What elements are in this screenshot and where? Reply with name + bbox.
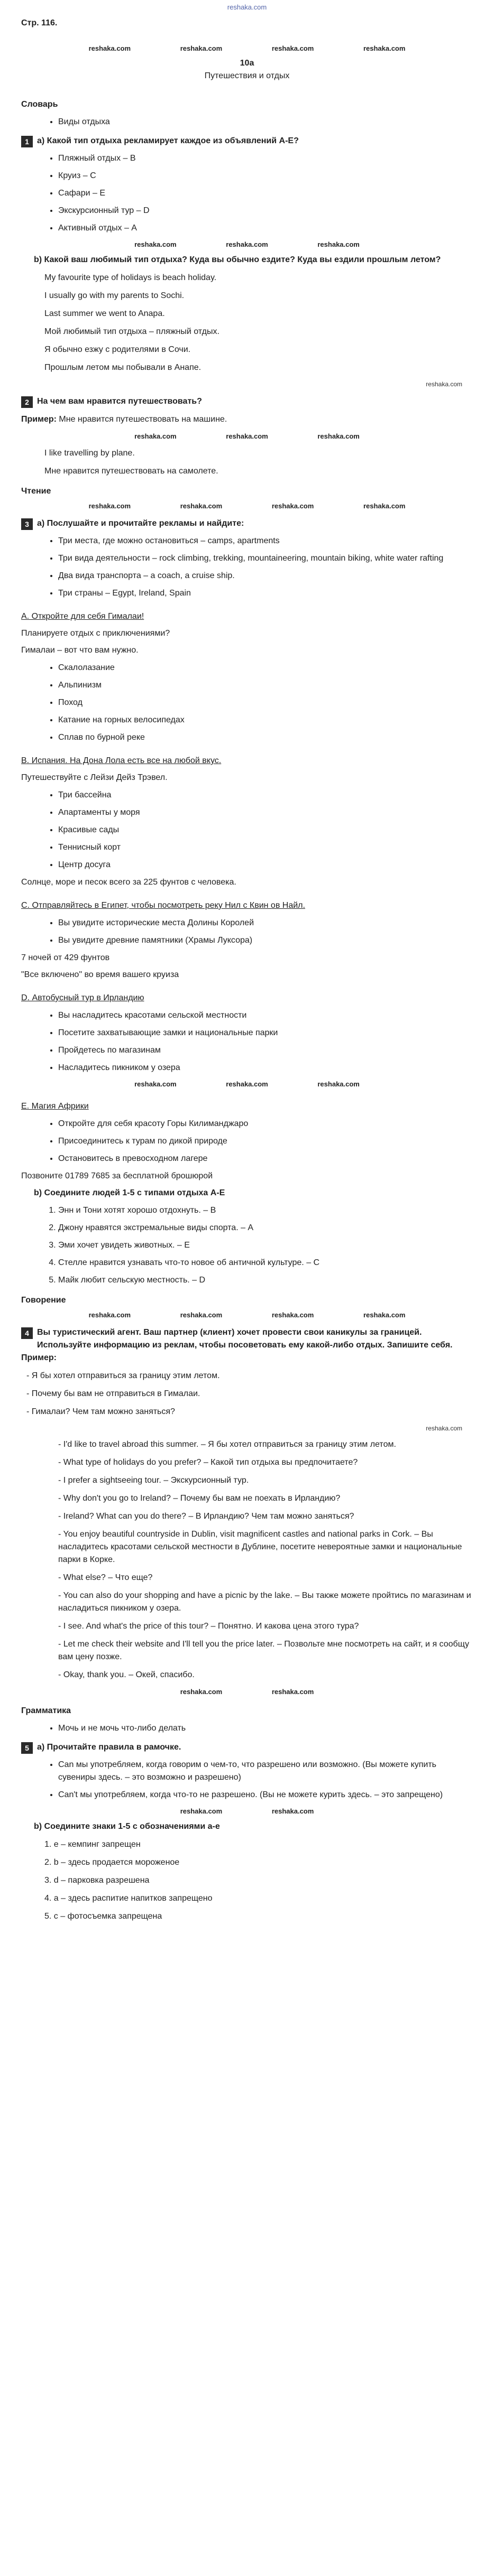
list-item: • Три места, где можно остановиться – camps, apartments — [58, 535, 473, 547]
dialogue-line: - I prefer a sightseeing tour. – Экскурсионный тур. — [58, 1476, 249, 1485]
page-number: Стр. 116. — [21, 18, 58, 27]
task-number: 2 — [21, 396, 33, 408]
example-label: Пример: — [21, 415, 57, 424]
list-item: • Can't мы употребляем, когда что-то не разрешено. (Вы не можете курить здесь. – это запрещено) — [58, 1789, 473, 1801]
list-item: • Активный отдых – A — [58, 222, 473, 235]
example-text: Мне нравится путешествовать на машине. — [59, 415, 227, 424]
list-item: 1. Энн и Тони хотят хорошо отдохнуть. – B — [58, 1204, 473, 1217]
list-item: • Сплав по бурной реке — [58, 731, 473, 744]
ad-a-list — [21, 662, 473, 744]
ad-e-title: E. Магия Африки — [21, 1101, 89, 1111]
ad-d-title: D. Автобусный тур в Ирландию — [21, 993, 144, 1002]
answer-line: I like travelling by plane. — [44, 448, 135, 458]
list-item: • Присоединитесь к турам по дикой природе — [58, 1135, 473, 1148]
list-item: • Два вида транспорта – a coach, a cruise ship. — [58, 570, 473, 582]
watermark-row: reshaka.com reshaka.com reshaka.com — [134, 1080, 360, 1088]
answer-line: Мой любимый тип отдыха – пляжный отдых. — [44, 327, 219, 336]
list-item: • Посетите захватывающие замки и национальные парки — [58, 1027, 473, 1039]
dialogue-line: - I'd like to travel abroad this summer. – Я бы хотел отправиться за границу этим летом. — [58, 1440, 396, 1449]
task-2-example — [21, 413, 473, 426]
grammar-heading: Грамматика — [21, 1706, 71, 1715]
task-4-title: Вы туристический агент. Ваш партнер (клиент) хочет провести свои каникулы за границей. Используйте информацию из реклам, чтобы посоветовать ему какой-либо отдых. Запишите себя. — [37, 1328, 453, 1350]
list-item: • Альпинизм — [58, 679, 473, 692]
vocab-heading: Словарь — [21, 99, 58, 109]
example-line: - Почему бы вам не отправиться в Гималаи. — [26, 1389, 200, 1398]
list-item: • Три страны – Egypt, Ireland, Spain — [58, 587, 473, 600]
answer-line: 4. a – здесь распитие напитков запрещено — [44, 1894, 213, 1903]
task-5b-title: b) Соедините знаки 1-5 с обозначениями a-e — [34, 1822, 220, 1831]
task-1a-list — [21, 152, 473, 235]
list-item: 3. Эми хочет увидеть животных. – E — [58, 1239, 473, 1252]
dialogue-line: - Okay, thank you. – Окей, спасибо. — [58, 1670, 195, 1679]
dialogue-line: - What else? – Что еще? — [58, 1573, 153, 1582]
list-item: • Центр досуга — [58, 859, 473, 871]
list-item: • Пройдетесь по магазинам — [58, 1044, 473, 1057]
list-item: • Остановитесь в превосходном лагере — [58, 1152, 473, 1165]
speaking-heading: Говорение — [21, 1295, 66, 1305]
answer-line: 5. c – фотосъемка запрещена — [44, 1912, 162, 1921]
ad-text: Позвоните 01789 7685 за бесплатной брошюрой — [21, 1171, 213, 1180]
task-3-header — [21, 517, 473, 530]
list-item: • Скалолазание — [58, 662, 473, 674]
task-1a-title: а) Какой тип отдыха рекламирует каждое из объявлений A-E? — [37, 136, 299, 145]
vocab-topic-list — [21, 116, 473, 128]
ad-text: "Все включено" во время вашего круиза — [21, 970, 179, 979]
task-4-header — [21, 1326, 473, 1352]
list-item: 2. Джону нравятся экстремальные виды спорта. – A — [58, 1222, 473, 1234]
task-3b-list — [21, 1204, 473, 1287]
list-item: • Апартаменты у моря — [58, 806, 473, 819]
example-line: - Я бы хотел отправиться за границу этим летом. — [26, 1371, 220, 1380]
list-item: • Круиз – C — [58, 170, 473, 182]
task-3a-list — [21, 535, 473, 600]
reading-heading: Чтение — [21, 486, 51, 496]
list-item: • Катание на горных велосипедах — [58, 714, 473, 727]
task-3b-title: b) Соедините людей 1-5 с типами отдыха A-E — [34, 1188, 225, 1197]
grammar-topic-list — [21, 1722, 473, 1735]
task-2-header — [21, 395, 473, 408]
list-item: 4. Стелле нравится узнавать что-то новое об античной культуре. – C — [58, 1257, 473, 1269]
task-5a-title: а) Прочитайте правила в рамочке. — [37, 1742, 181, 1752]
example-line: - Гималаи? Чем там можно заняться? — [26, 1407, 175, 1416]
ad-text: Планируете отдых с приключениями? — [21, 629, 170, 638]
list-item: • Can мы употребляем, когда говорим о чем-то, что разрешено или возможно. (Вы можете купить сувениры здесь. – это возможно и разрешено) — [58, 1759, 473, 1784]
watermark-small: reshaka.com — [426, 1425, 462, 1432]
task-number: 5 — [21, 1742, 33, 1754]
example-label: Пример: — [21, 1353, 57, 1362]
page — [21, 0, 473, 1928]
watermark-row: reshaka.com reshaka.com — [180, 1688, 314, 1696]
answer-line: Last summer we went to Anapa. — [44, 309, 165, 318]
task-number: 4 — [21, 1327, 33, 1339]
watermark-row: reshaka.com reshaka.com — [180, 1807, 314, 1815]
list-item: • Пляжный отдых – B — [58, 152, 473, 165]
dialogue-line: - What type of holidays do you prefer? – Какой тип отдыха вы предпочитаете? — [58, 1458, 358, 1467]
task-1b-title: b) Какой ваш любимый тип отдыха? Куда вы обычно ездите? Куда вы ездили прошлым летом? — [34, 255, 441, 264]
task-4-dialogue — [21, 1352, 473, 1681]
dialogue-line: - You enjoy beautiful countryside in Dublin, visit magnificent castles and national parks in Cork. – Вы насладитесь красотами сельской местности в Дублине, посетите невероятные замки и национальные парки в Корке. — [58, 1530, 462, 1564]
vocab-topic: • Виды отдыха — [58, 116, 473, 128]
ad-e-list — [21, 1118, 473, 1165]
dialogue-line: - Why don't you go to Ireland? – Почему бы вам не поехать в Ирландию? — [58, 1494, 341, 1503]
list-item: • Вы насладитесь красотами сельской местности — [58, 1009, 473, 1022]
answer-line: 2. b – здесь продается мороженое — [44, 1858, 180, 1867]
watermark-row: reshaka.com reshaka.com reshaka.com — [134, 240, 360, 248]
site-url-link[interactable]: reshaka.com — [227, 3, 267, 11]
list-item: • Поход — [58, 696, 473, 709]
list-item: • Красивые сады — [58, 824, 473, 836]
grammar-topic: • Мочь и не мочь что-либо делать — [58, 1722, 473, 1735]
list-item: • Насладитесь пикником у озера — [58, 1062, 473, 1074]
answer-line: Прошлым летом мы побывали в Анапе. — [44, 363, 202, 372]
ad-b-title: B. Испания. На Дона Лола есть все на любой вкус. — [21, 756, 222, 765]
task-3a-title: а) Послушайте и прочитайте рекламы и найдите: — [37, 519, 244, 528]
ad-d-list — [21, 1009, 473, 1074]
list-item: • Откройте для себя красоту Горы Килиманджаро — [58, 1118, 473, 1130]
dialogue-line: - You can also do your shopping and have a picnic by the lake. – Вы также можете пройтись по магазинам и насладиться пикником у озера. — [58, 1591, 471, 1613]
answer-line: Мне нравится путешествовать на самолете. — [44, 466, 218, 476]
list-item: • Вы увидите древние памятники (Храмы Луксора) — [58, 934, 473, 947]
ad-c-title: C. Отправляйтесь в Египет, чтобы посмотреть реку Нил с Квин ов Найл. — [21, 901, 305, 910]
task-5a-list — [21, 1759, 473, 1801]
task-5-header — [21, 1741, 473, 1754]
watermark-row: reshaka.com reshaka.com reshaka.com reshaka.com — [88, 1310, 406, 1319]
list-item: • Три вида деятельности – rock climbing, trekking, mountaineering, mountain biking, white water rafting — [58, 552, 473, 565]
list-item: • Сафари – E — [58, 187, 473, 200]
ad-text: Путешествуйте с Лейзи Дейз Трэвел. — [21, 773, 168, 782]
answer-line: My favourite type of holidays is beach holiday. — [44, 273, 217, 282]
watermark-row: reshaka.com reshaka.com reshaka.com reshaka.com — [88, 501, 406, 510]
ad-b-list — [21, 789, 473, 871]
answer-line: I usually go with my parents to Sochi. — [44, 291, 185, 300]
task-2-title: На чем вам нравится путешествовать? — [37, 397, 202, 406]
answer-line: Я обычно езжу с родителями в Сочи. — [44, 345, 191, 354]
watermark-row: reshaka.com reshaka.com reshaka.com reshaka.com — [88, 44, 406, 52]
unit-title: Путешествия и отдых — [204, 71, 290, 80]
ad-text: Солнце, море и песок всего за 225 фунтов с человека. — [21, 878, 236, 887]
ad-a-title: A. Откройте для себя Гималаи! — [21, 612, 144, 621]
dialogue-line: - I see. And what's the price of this tour? – Понятно. И какова цена этого тура? — [58, 1622, 359, 1631]
answer-line: 1. e – кемпинг запрещен — [44, 1840, 141, 1849]
ad-c-list — [21, 917, 473, 947]
task-1-header — [21, 135, 473, 147]
list-item: • Теннисный корт — [58, 841, 473, 854]
watermark-small: reshaka.com — [426, 380, 462, 388]
watermark-row: reshaka.com reshaka.com reshaka.com — [134, 432, 360, 440]
task-number: 1 — [21, 136, 33, 147]
list-item: • Вы увидите исторические места Долины Королей — [58, 917, 473, 929]
task-number: 3 — [21, 518, 33, 530]
dialogue-line: - Let me check their website and I'll tell you the price later. – Позвольте мне посмотреть на сайт, и я сообщу вам цену позже. — [58, 1640, 470, 1661]
answer-line: 3. d – парковка разрешена — [44, 1876, 150, 1885]
unit-number: 10a — [240, 58, 254, 68]
ad-text: Гималаи – вот что вам нужно. — [21, 646, 139, 655]
ad-text: 7 ночей от 429 фунтов — [21, 953, 110, 962]
dialogue-line: - Ireland? What can you do there? – В Ирландию? Чем там можно заняться? — [58, 1512, 354, 1521]
list-item: • Три бассейна — [58, 789, 473, 802]
list-item: • Экскурсионный тур – D — [58, 204, 473, 217]
list-item: 5. Майк любит сельскую местность. – D — [58, 1274, 473, 1287]
